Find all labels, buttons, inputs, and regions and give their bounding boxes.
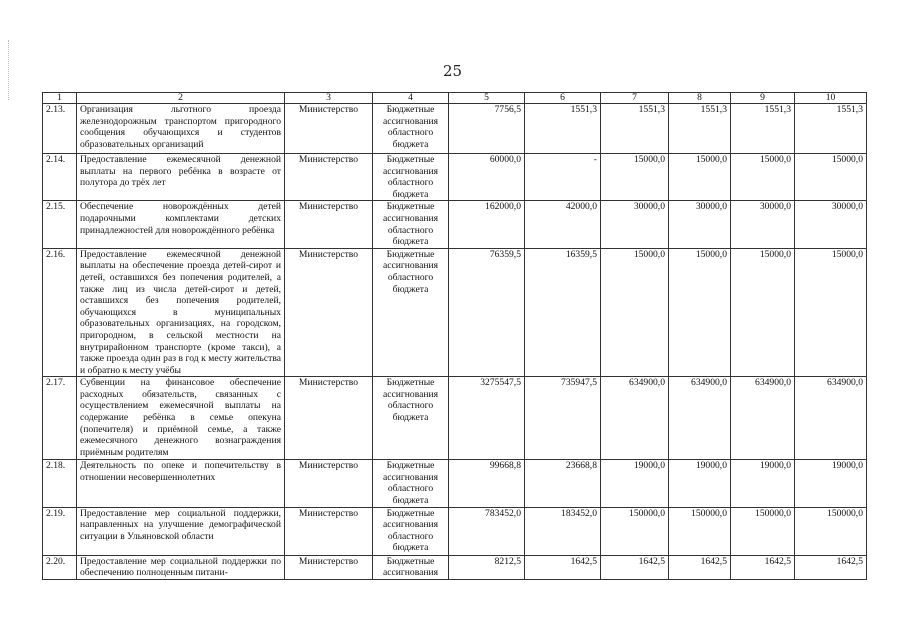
table-row [43,377,867,460]
value-cell: 634900,0 [731,377,795,460]
item-description: Обеспечение новорождённых детей подарочными комплектами детских принадлежностей для новорождённого ребёнка [77,201,285,248]
item-description: Организация льготного проезда железнодорожным транспортом пригородного сообщения обучающихся и студентов образовательных организаций [77,104,285,154]
value-cell: 76359,5 [449,248,525,377]
value-cell: 15000,0 [795,154,867,201]
value-cell: 150000,0 [795,507,867,555]
table-row [43,104,867,154]
item-number: 2.17. [43,377,77,460]
value-cell: 1551,3 [731,104,795,154]
item-executor: Министерство [285,154,373,201]
value-cell: 634900,0 [669,377,731,460]
item-number: 2.18. [43,460,77,507]
value-cell: 15000,0 [669,154,731,201]
item-description: Субвенции на финансовое обеспечение расходных обязательств, связанных с осуществлением ежемесячной выплаты на содержание ребёнка в семье опекуна (попечителя) и приёмной семье, а также ежемесячного денежного вознаграждения приёмным родителям [77,377,285,460]
item-funding-source: Бюджетные ассигнования [373,555,449,579]
value-cell: 1642,5 [525,555,601,579]
value-cell: 162000,0 [449,201,525,248]
table-row [43,507,867,555]
value-cell: 30000,0 [795,201,867,248]
item-executor: Министерство [285,460,373,507]
value-cell: 1551,3 [601,104,669,154]
value-cell: 150000,0 [601,507,669,555]
value-cell: 150000,0 [731,507,795,555]
item-number: 2.16. [43,248,77,377]
value-cell: 783452,0 [449,507,525,555]
value-cell: 19000,0 [669,460,731,507]
value-cell: 19000,0 [731,460,795,507]
value-cell: 30000,0 [669,201,731,248]
table-row [43,154,867,201]
value-cell: 19000,0 [601,460,669,507]
value-cell: 634900,0 [795,377,867,460]
margin-scan-mark [8,40,10,100]
value-cell: 23668,8 [525,460,601,507]
item-number: 2.15. [43,201,77,248]
header-cell: 7 [601,93,669,104]
item-funding-source: Бюджетные ассигнования областного бюджета [373,201,449,248]
value-cell: 15000,0 [601,248,669,377]
table-row [43,555,867,579]
value-cell: 1642,5 [731,555,795,579]
header-cell: 10 [795,93,867,104]
table-row [43,248,867,377]
value-cell: 1551,3 [669,104,731,154]
value-cell: 60000,0 [449,154,525,201]
table-row [43,460,867,507]
item-number: 2.13. [43,104,77,154]
value-cell: 15000,0 [795,248,867,377]
table-row [43,201,867,248]
item-number: 2.14. [43,154,77,201]
value-cell: 99668,8 [449,460,525,507]
value-cell: 8212,5 [449,555,525,579]
header-cell: 6 [525,93,601,104]
page-number: 25 [442,62,463,80]
value-cell: 30000,0 [731,201,795,248]
item-number: 2.20. [43,555,77,579]
item-executor: Министерство [285,248,373,377]
value-cell: 42000,0 [525,201,601,248]
value-cell: - [525,154,601,201]
item-description: Предоставление ежемесячной денежной выплаты на первого ребёнка в возрасте от полутора до трёх лет [77,154,285,201]
value-cell: 7756,5 [449,104,525,154]
value-cell: 1642,5 [669,555,731,579]
program-activities-table [42,92,867,580]
header-cell: 5 [449,93,525,104]
item-funding-source: Бюджетные ассигнования областного бюджета [373,104,449,154]
value-cell: 1642,5 [601,555,669,579]
value-cell: 1551,3 [795,104,867,154]
item-funding-source: Бюджетные ассигнования областного бюджета [373,507,449,555]
header-cell: 9 [731,93,795,104]
value-cell: 15000,0 [669,248,731,377]
item-executor: Министерство [285,377,373,460]
value-cell: 15000,0 [601,154,669,201]
item-description: Деятельность по опеке и попечительству в отношении несовершеннолетних [77,460,285,507]
value-cell: 1551,3 [525,104,601,154]
value-cell: 15000,0 [731,248,795,377]
value-cell: 15000,0 [731,154,795,201]
header-row [43,93,867,104]
header-cell: 8 [669,93,731,104]
value-cell: 16359,5 [525,248,601,377]
item-description: Предоставление мер социальной поддержки по обеспечению полноценным питани- [77,555,285,579]
value-cell: 1642,5 [795,555,867,579]
value-cell: 183452,0 [525,507,601,555]
item-number: 2.19. [43,507,77,555]
item-funding-source: Бюджетные ассигнования областного бюджета [373,248,449,377]
value-cell: 19000,0 [795,460,867,507]
value-cell: 634900,0 [601,377,669,460]
item-description: Предоставление ежемесячной денежной выплаты на обеспечение проезда детей-сирот и детей, оставшихся без попечения родителей, а также лиц из числа детей-сирот и детей, оставшихся без попечения родителей, обучающихся в муниципальных образовательных организациях, на городском, пригородном, в сельской местности на внутрирайонном транспорте (кроме такси), а также проезда один раз в год к месту жительства и обратно к месту учёбы [77,248,285,377]
item-executor: Министерство [285,201,373,248]
item-funding-source: Бюджетные ассигнования областного бюджета [373,154,449,201]
header-cell: 4 [373,93,449,104]
item-executor: Министерство [285,104,373,154]
item-description: Предоставление мер социальной поддержки, направленных на улучшение демографической ситуации в Ульяновской области [77,507,285,555]
value-cell: 150000,0 [669,507,731,555]
value-cell: 3275547,5 [449,377,525,460]
item-executor: Министерство [285,555,373,579]
header-cell: 1 [43,93,77,104]
item-funding-source: Бюджетные ассигнования областного бюджета [373,377,449,460]
header-cell: 3 [285,93,373,104]
item-funding-source: Бюджетные ассигнования областного бюджета [373,460,449,507]
value-cell: 735947,5 [525,377,601,460]
header-cell: 2 [77,93,285,104]
value-cell: 30000,0 [601,201,669,248]
item-executor: Министерство [285,507,373,555]
